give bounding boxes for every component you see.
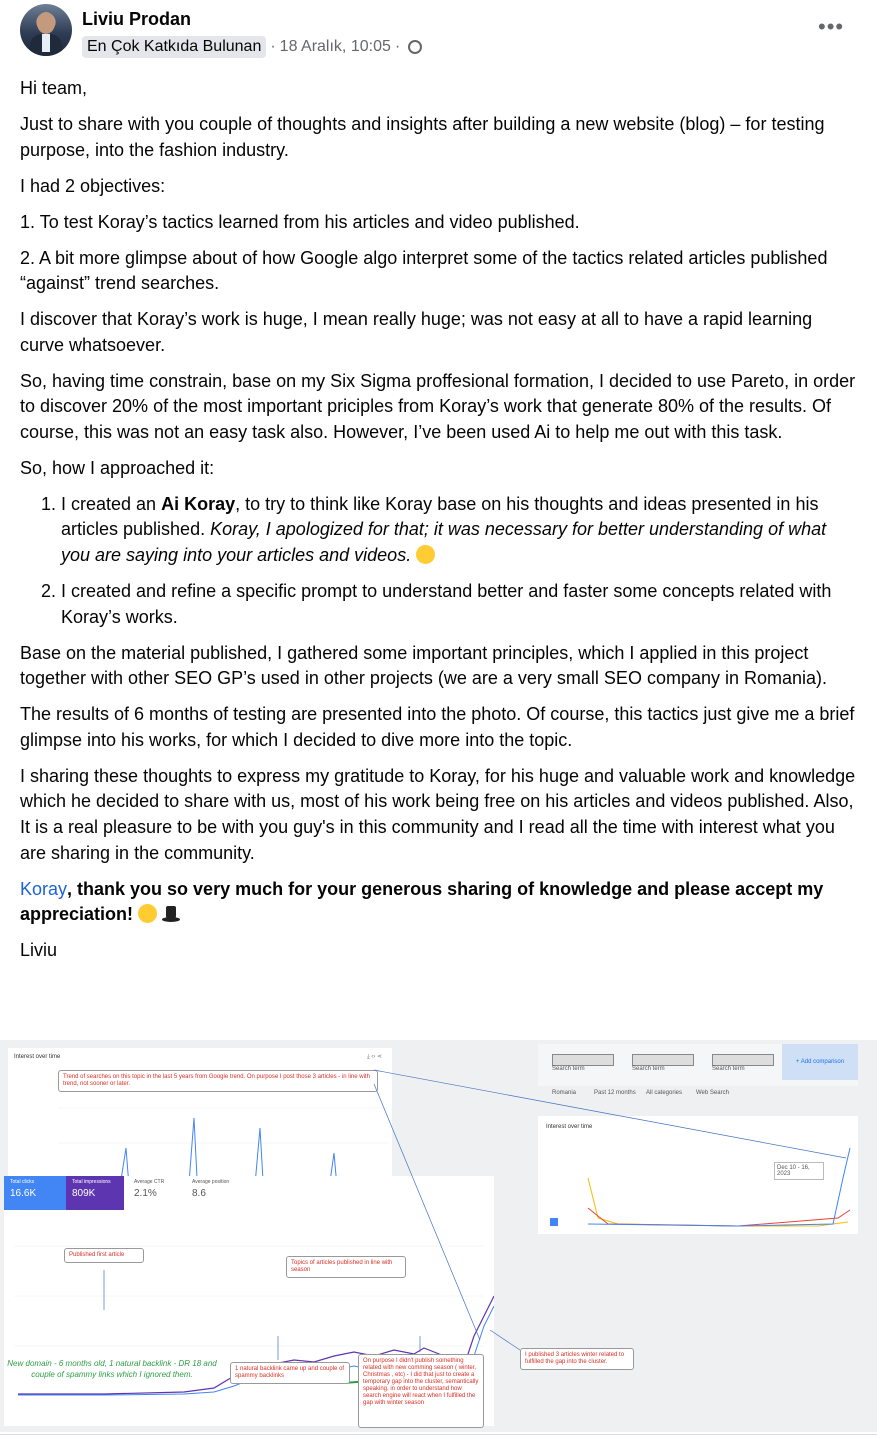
search-term-2[interactable] xyxy=(632,1054,694,1066)
gsc-clicks-chip[interactable]: Total clicks 16.6K xyxy=(4,1176,66,1210)
post-timestamp[interactable]: 18 Aralık, 10:05 xyxy=(279,38,391,55)
search-term-1[interactable] xyxy=(552,1054,614,1066)
trends-compare-bar: Search term Search term Search term + Add comparison xyxy=(538,1044,858,1086)
author-name[interactable]: Liviu Prodan xyxy=(82,9,192,29)
paragraph-9: The results of 6 months of testing are presented into the photo. Of course, this tactics just give me a brief glimpse into his works, for which I decided to dive more into the topic. xyxy=(20,704,855,750)
paragraph-10: I sharing these thoughts to express my gratitude to Koray, for his huge and valuable work and knowledge which he decided to share with us, most of his work being free on his articles and videos published. Also, It is a real pleasure to be with you guy's in this community and I read all the time with interest what you are sharing in the community. xyxy=(20,765,856,863)
thanks-paragraph: Koray, thank you so very much for your generous sharing of knowledge and please accept my appreciation! xyxy=(20,878,824,925)
divider xyxy=(0,1434,877,1435)
note-backlink: 1 natural backlink came up and couple of spammy backlinks xyxy=(230,1362,350,1384)
paragraph-7: So, how I approached it: xyxy=(20,457,215,478)
note-new-domain: New domain - 6 months old, 1 natural backlink - DR 18 and couple of spammy links which I ignored them. xyxy=(7,1359,217,1379)
paragraph-3: 1. To test Koray’s tactics learned from his articles and video published. xyxy=(20,211,580,232)
top-hat-emoji-icon xyxy=(162,905,180,923)
gsc-impressions-chip[interactable]: Total impressions 809K xyxy=(66,1176,124,1210)
filter-search-type[interactable]: Web Search xyxy=(696,1090,729,1096)
note-winter-articles: I published 3 articles winter related to fulfilled the gap into the cluster. xyxy=(520,1348,634,1370)
trends-line-chart-right xyxy=(538,1138,858,1228)
paragraph-4: 2. A bit more glimpse about of how Google algo interpret some of the tactics related articles published “against” trend searches. xyxy=(20,247,828,294)
post-header xyxy=(0,0,877,72)
add-comparison-button[interactable]: + Add comparison xyxy=(782,1044,858,1080)
trends-tooltip: Dec 10 - 16, 2023 xyxy=(774,1162,824,1180)
search-term-3[interactable] xyxy=(712,1054,774,1066)
smile-emoji-icon xyxy=(416,545,435,564)
trends-panel-right xyxy=(538,1116,858,1234)
trends-title-right: Interest over time xyxy=(546,1124,593,1130)
paragraph-2: I had 2 objectives: xyxy=(20,175,166,196)
meta-separator-2: · xyxy=(394,38,401,55)
post-meta xyxy=(82,36,422,58)
gsc-ctr-chip[interactable]: Average CTR 2.1% xyxy=(134,1179,165,1199)
contributor-badge[interactable]: En Çok Katkıda Bulunan xyxy=(82,36,266,58)
approach-list xyxy=(20,492,860,630)
more-options-icon[interactable]: ••• xyxy=(818,14,845,39)
trends-tools-icon: ⤓ ‹› ⋖ xyxy=(366,1054,382,1060)
filter-country[interactable]: Romania xyxy=(552,1090,577,1096)
paragraph-1: Just to share with you couple of thoughts and insights after building a new website (blog) – for testing purpose, into the fashion industry. xyxy=(20,113,825,160)
trends-note: Trend of searches on this topic in the last 5 years from Google trend. On purpose I post those 3 articles - in line with trend, not sooner or later. xyxy=(58,1070,378,1092)
avatar[interactable] xyxy=(20,4,72,56)
note-topics-season: Topics of articles published in line with season xyxy=(286,1256,406,1278)
paragraph-6: So, having time constrain, base on my Six Sigma proffesional formation, I decided to use Pareto, in order to discover 20% of the most important priciples from Koray’s work that generate 80% of the results. Of course, this was not an easy task also. However, I’ve been used Ai to help me out with this task. xyxy=(20,370,856,442)
paragraph-5: I discover that Koray’s work is huge, I mean really huge; was not easy at all to have a rapid learning curve whatsoever. xyxy=(20,309,813,355)
koray-mention-link[interactable]: Koray xyxy=(20,878,68,899)
globe-icon xyxy=(408,40,422,54)
post-image[interactable] xyxy=(0,1040,877,1432)
gsc-position-chip[interactable]: Average position 8.6 xyxy=(192,1179,230,1199)
greeting: Hi team, xyxy=(20,78,88,98)
filter-category[interactable]: All categories xyxy=(646,1090,683,1096)
filter-time[interactable]: Past 12 months xyxy=(594,1090,636,1096)
signature: Liviu xyxy=(20,940,58,961)
ai-koray-bold: Ai Koray xyxy=(161,493,236,514)
post-body xyxy=(20,76,860,974)
trends-title: Interest over time xyxy=(14,1054,61,1060)
list-item: 1. I created an Ai Koray, to try to think like Koray base on his thoughts and ideas presented in his articles published. Koray, I apologized for that; it was necessary for better understanding of what you are saying into your articles and videos. xyxy=(61,492,860,569)
paragraph-8: Base on the material published, I gathered some important principles, which I applied in this project together with other SEO GP’s used in other projects (we are a very small SEO company in Romania). xyxy=(20,642,828,689)
meta-separator: · xyxy=(270,38,276,55)
note-first-article: Published first article xyxy=(64,1248,144,1263)
note-purpose: On purpose I didn't publish something related with new comming season ( winter, Christmas , etc) - I did that just to create a temporary gap into the cluster, semantically speaking, in order to understand how search engine will react when I fulfilled the gap with winter season xyxy=(358,1354,484,1428)
apology-italic: Koray, I apologized for that; it was necessary for better understanding of what you are saying into your articles and videos. xyxy=(61,519,827,566)
list-item: 2. I created and refine a specific prompt to understand better and faster some concepts related with Koray’s works. xyxy=(61,579,860,630)
smile-emoji-icon-2 xyxy=(138,904,157,923)
